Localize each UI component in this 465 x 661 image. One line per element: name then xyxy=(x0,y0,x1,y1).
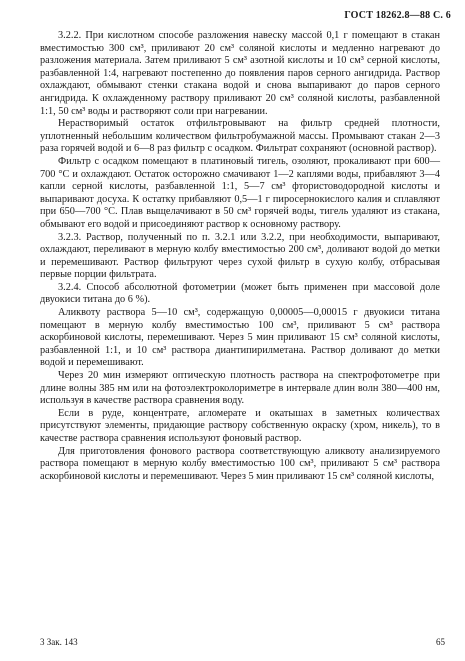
document-body xyxy=(40,30,440,483)
paragraph-3-2-2: 3.2.2. При кислотном способе разложения навеску массой 0,1 г помещают в стакан вместимостью 300 см³, приливают 20 см³ соляной кислоты и медленно нагревают до разложения материала. Затем приливают 5 см³ азотной кислоты и 10 см³ серной кислоты, разбавленной 1:4, нагревают постепенно до появления паров серного ангидрида. Раствор охлаждают, обмывают стенки стакана водой и снова выпаривают до паров серного ангидрида. К охлажденному раствору приливают 20 см³ соляной кислоты, разбавленной 1:1, 50 см³ воды и растворяют соли при нагревании. xyxy=(40,30,440,117)
footer-order-number: 3 Зак. 143 xyxy=(40,637,78,647)
running-header: ГОСТ 18262.8—88 С. 6 xyxy=(344,10,451,21)
paragraph-3-2-4: 3.2.4. Способ абсолютной фотометрии (может быть применен при массовой доле двуокиси титана до 6 %). xyxy=(40,281,440,306)
paragraph-residue-fusion: Фильтр с осадком помещают в платиновый тигель, озоляют, прокаливают при 600—700 °С и охлаждают. Остаток осторожно смачивают 1—2 каплями воды, прибавляют 3—4 капли серной кислоты, разбавленной 1:1, 5—7 см³ фтористоводородной кислоты и выпаривают досуха. К остатку прибавляют 0,5—1 г пиросернокислого калия и сплавляют при 650—700 °С. Плав выщелачивают в 50 см³ горячей воды, тигель удаляют из стакана, обмывают его водой и присоединяют раствор к основному раствору. xyxy=(40,155,440,230)
paragraph-residue-filtering: Нерастворимый остаток отфильтровывают на фильтр средней плотности, уплотненный небольшим количеством фильтробумажной массы. Промывают стакан 2—3 раза горячей водой и 6—8 раз фильтр с осадком. Фильтрат сохраняют (основной раствор). xyxy=(40,118,440,155)
paragraph-3-2-3: 3.2.3. Раствор, полученный по п. 3.2.1 или 3.2.2, при необходимости, выпаривают, охлаждают, переливают в мерную колбу вместимостью 200 см³, доливают водой до метки и перемешивают. Раствор фильтруют через сухой фильтр в сухую колбу, отбрасывая первые порции фильтрата. xyxy=(40,231,440,281)
page-footer xyxy=(40,637,445,647)
paragraph-measurement: Через 20 мин измеряют оптическую плотность раствора на спектрофотометре при длине волны 385 нм или на фотоэлектроколориметре в интервале длин волн 380—400 нм, используя в качестве раствора сравнения воду. xyxy=(40,370,440,407)
paragraph-background-solution-note: Если в руде, концентрате, агломерате и окатышах в заметных количествах присутствуют элементы, придающие раствору собственную окраску (хром, никель), то в качестве раствора сравнения используют фоновый раствор. xyxy=(40,407,440,444)
paragraph-background-solution-prep: Для приготовления фонового раствора соответствующую аликвоту анализируемого раствора помещают в мерную колбу вместимостью 100 см³, приливают 5 см³ раствора аскорбиновой кислоты и перемешивают. Через 5 мин приливают 15 см³ соляной кислоты, xyxy=(40,445,440,482)
page-number: 65 xyxy=(436,637,445,647)
paragraph-aliquot: Аликвоту раствора 5—10 см³, содержащую 0,00005—0,00015 г двуокиси титана помещают в мерную колбу вместимостью 100 см³, приливают 5 см³ раствора аскорбиновой кислоты, перемешивают. Через 5 мин приливают 15 см³ соляной кислоты, разбавленной 1:1, и 10 см³ раствора диантипирилметана. Раствор доливают до метки водой и перемешивают. xyxy=(40,307,440,369)
